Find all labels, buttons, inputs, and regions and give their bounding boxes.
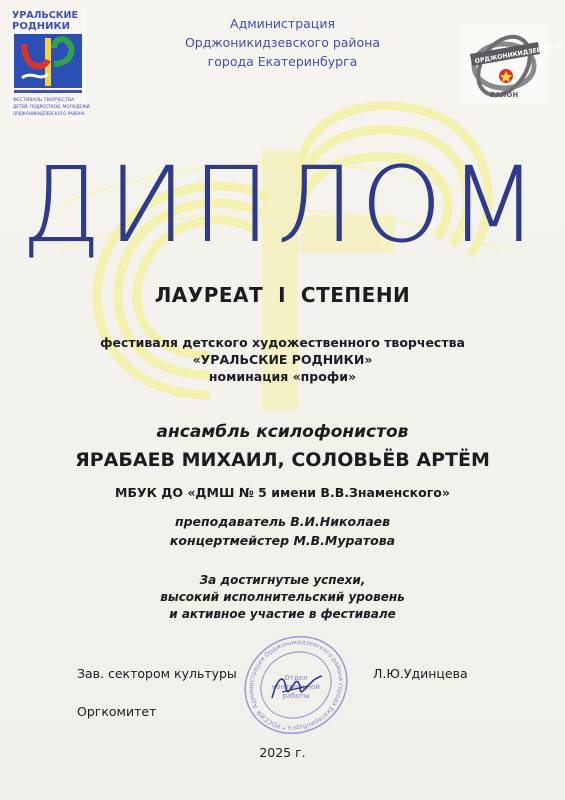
school-name: МБУК ДО «ДМШ № 5 имени В.В.Знаменского» [115, 485, 450, 500]
accompanist-line: концертмейстер М.В.Муратова [169, 533, 396, 548]
signatory-name: Л.Ю.Удинцева [373, 666, 468, 681]
admin-line-3: города Екатеринбурга [207, 54, 358, 69]
stamp-inner-3: работы [282, 692, 310, 700]
diploma-year: 2025 г. [259, 745, 306, 760]
merit-line-1: За достигнутые успехи, [199, 573, 366, 587]
district-emblem-text1: ОРДЖОНИКИДЗЕВСКИЙ [474, 43, 562, 66]
teachers-block [0, 512, 565, 550]
logo-left-caption3: ОРДЖОНИКИДЗЕВСКОГО РАЙОНА [13, 111, 85, 116]
logo-left-top-text2: РОДНИКИ [12, 21, 71, 32]
festival-line-2: «УРАЛЬСКИЕ РОДНИКИ» [192, 352, 373, 367]
ensemble-name: ансамбль ксилофонистов [156, 422, 409, 442]
admin-line-1: Администрация [230, 16, 335, 31]
handwritten-signature [268, 670, 328, 704]
recipient-names: ЯРАБАЕВ МИХАИЛ, СОЛОВЬЁВ АРТЁМ [75, 449, 490, 471]
stamp-inner-2: контрольной [272, 683, 320, 691]
merit-line-2: высокий исполнительский уровень [160, 590, 405, 604]
stamp-ring-text: Администрация Орджоникидзевского района города Екатеринбурга * РОССИЯ [247, 638, 345, 732]
signatory-position: Зав. сектором культуры [77, 666, 237, 681]
uralskie-rodniki-logo [10, 8, 90, 120]
stamp-inner-1: Отдел [284, 674, 308, 682]
logo-left-caption2: ДЕТЕЙ, ПОДРОСТКОВ, МОЛОДЕЖИ [13, 104, 90, 109]
laureate-degree: ЛАУРЕАТ I СТЕПЕНИ [154, 283, 411, 307]
logo-left-top-text1: УРАЛЬСКИЕ [12, 10, 78, 21]
festival-line-1: фестиваля детского художественного творчества [100, 335, 465, 350]
festival-line-3: номинация «профи» [208, 369, 357, 384]
administration-header [150, 14, 415, 71]
teacher-line: преподаватель В.И.Николаев [174, 514, 391, 529]
logo-left-caption1: ФЕСТИВАЛЬ ТВОРЧЕСТВА [13, 98, 75, 103]
merit-statement [0, 572, 565, 623]
district-emblem-text2: РАЙОН [490, 91, 519, 99]
admin-line-2: Орджоникидзевского района [184, 35, 381, 50]
merit-line-3: и активное участие в фестивале [169, 607, 396, 621]
diploma-title: ДИПЛОМ [20, 144, 545, 266]
organizing-committee: Оргкомитет [77, 704, 157, 719]
district-emblem [460, 24, 562, 104]
festival-info [0, 334, 565, 385]
